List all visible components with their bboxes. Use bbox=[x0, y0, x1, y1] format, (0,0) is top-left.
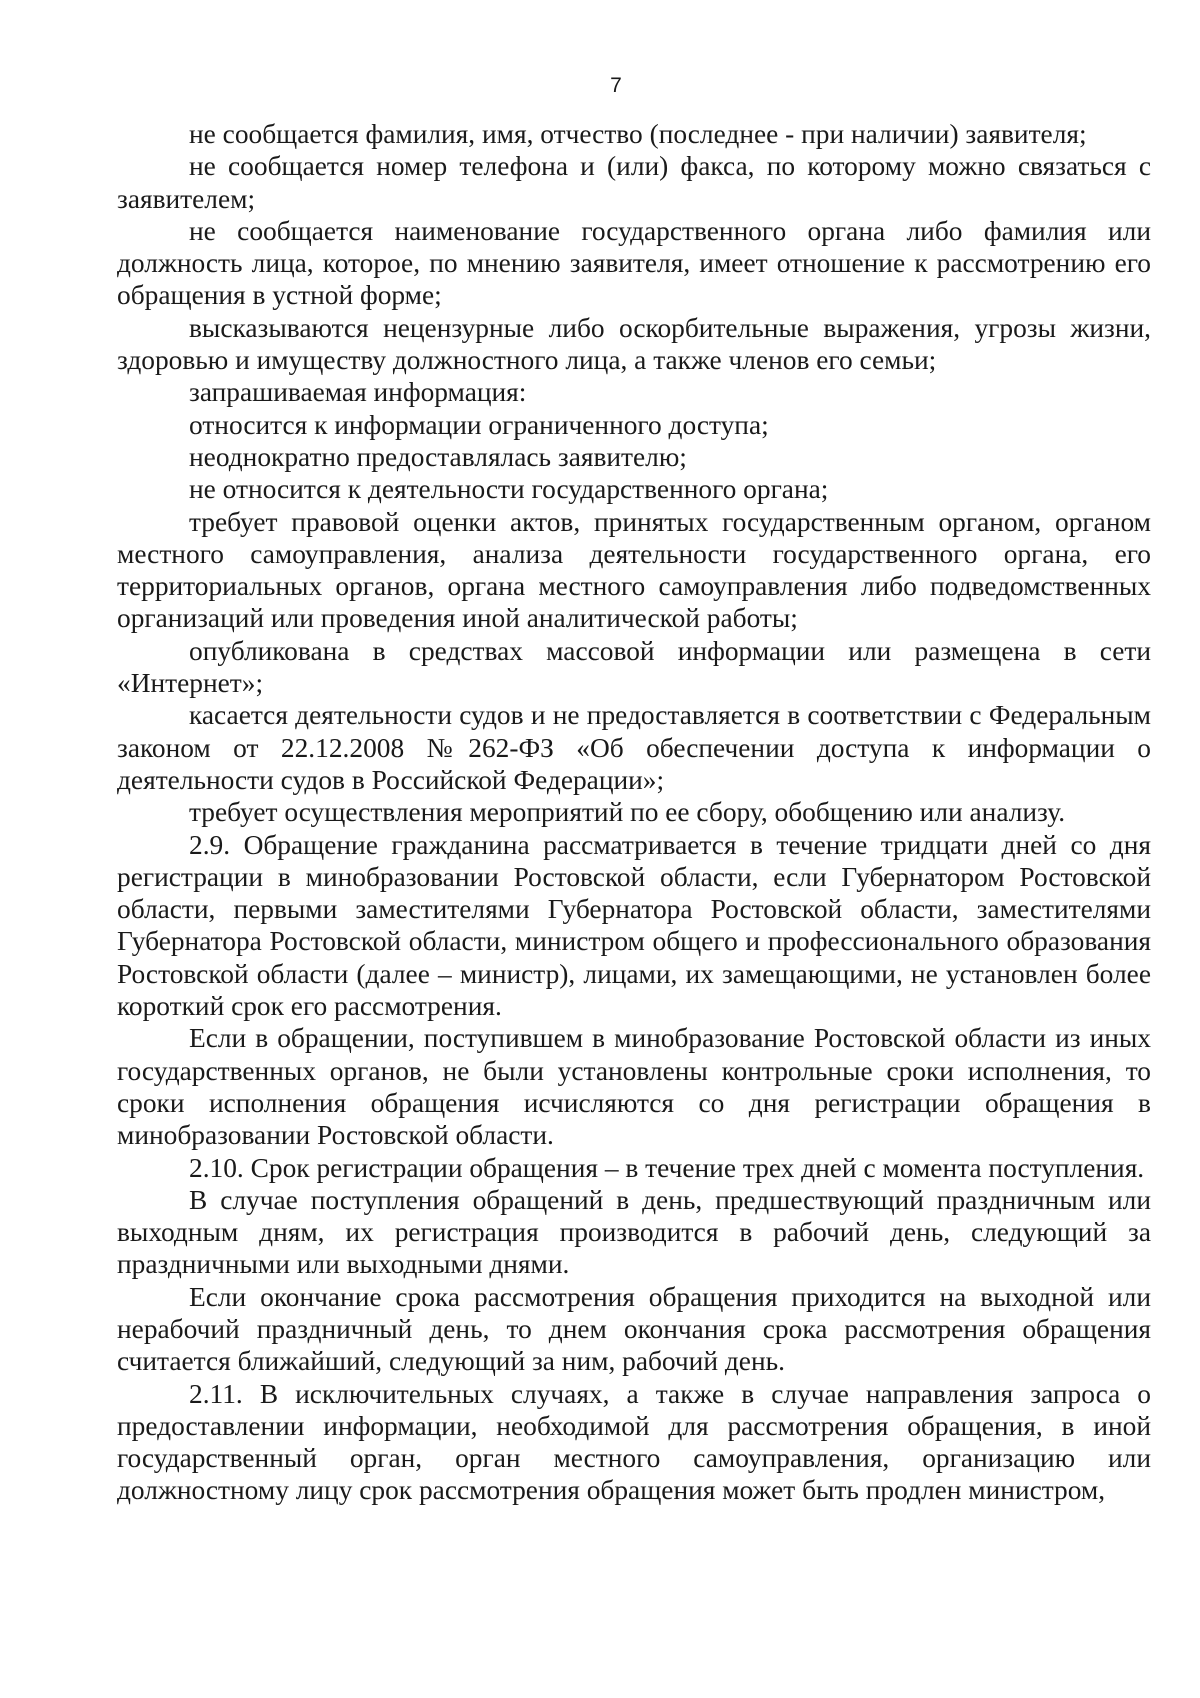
document-body bbox=[117, 118, 1151, 1507]
paragraph: Если в обращении, поступившем в минобразование Ростовской области из иных государственных органов, не были установлены контрольные сроки исполнения, то сроки исполнения обращения исчисляются со дня регистрации обращения в минобразовании Ростовской области. bbox=[117, 1023, 1151, 1151]
paragraph: высказываются нецензурные либо оскорбительные выражения, угрозы жизни, здоровью и имуществу должностного лица, а также членов его семьи; bbox=[117, 312, 1151, 376]
paragraph: не относится к деятельности государственного органа; bbox=[189, 474, 829, 505]
paragraph: относится к информации ограниченного доступа; bbox=[189, 409, 769, 440]
page-number: 7 bbox=[610, 74, 622, 97]
paragraph: требует осуществления мероприятий по ее сбору, обобщению или анализу. bbox=[189, 797, 1066, 828]
paragraph: В случае поступления обращений в день, предшествующий праздничным или выходным дням, их регистрация производится в рабочий день, следующий за праздничными или выходными днями. bbox=[117, 1184, 1151, 1280]
paragraph: опубликована в средствах массовой информации или размещена в сети «Интернет»; bbox=[117, 635, 1151, 699]
paragraph: не сообщается номер телефона и (или) факса, по которому можно связаться с заявителем; bbox=[117, 151, 1151, 214]
section-2-11-paragraph: 2.11. В исключительных случаях, а также в случае направления запроса о предоставлении информации, необходимой для рассмотрения обращения, в иной государственный орган, орган местного самоуправления, организацию или должностному лицу срок рассмотрения обращения может быть продлен министром, bbox=[117, 1378, 1151, 1506]
paragraph: запрашиваемая информация: bbox=[189, 377, 527, 408]
paragraph: касается деятельности судов и не предоставляется в соответствии с Федеральным законом от 22.12.2008 №262-ФЗ «Об обеспечении доступа к информации о деятельности судов в Российской Федерации»; bbox=[117, 700, 1151, 795]
section-2-10-paragraph: 2.10. Срок регистрации обращения – в течение трех дней с момента поступления. bbox=[189, 1152, 1145, 1183]
paragraph: неоднократно предоставлялась заявителю; bbox=[189, 441, 687, 472]
section-2-9-paragraph: 2.9. Обращение гражданина рассматривается в течение тридцати дней со дня регистрации в минобразовании Ростовской области, если Губернатором Ростовской области, первыми заместителями Губернатора Ростовской области, заместителями Губернатора Ростовской области, министром общего и профессионального образования Ростовской области (далее – министр), лицами, их замещающими, не установлен более короткий срок его рассмотрения. bbox=[117, 829, 1151, 1022]
paragraph: требует правовой оценки актов, принятых государственным органом, органом местного самоуправления, анализа деятельности государственного органа, его территориальных органов, органа местного самоуправления либо подведомственных организаций или проведения иной аналитической работы; bbox=[117, 506, 1151, 634]
paragraph: Если окончание срока рассмотрения обращения приходится на выходной или нерабочий праздничный день, то днем окончания срока рассмотрения обращения считается ближайший, следующий за ним, рабочий день. bbox=[117, 1281, 1151, 1377]
paragraph: не сообщается фамилия, имя, отчество (последнее - при наличии) заявителя; bbox=[189, 119, 1087, 149]
paragraph: не сообщается наименование государственного органа либо фамилия или должность лица, которое, по мнению заявителя, имеет отношение к рассмотрению его обращения в устной форме; bbox=[117, 215, 1151, 311]
